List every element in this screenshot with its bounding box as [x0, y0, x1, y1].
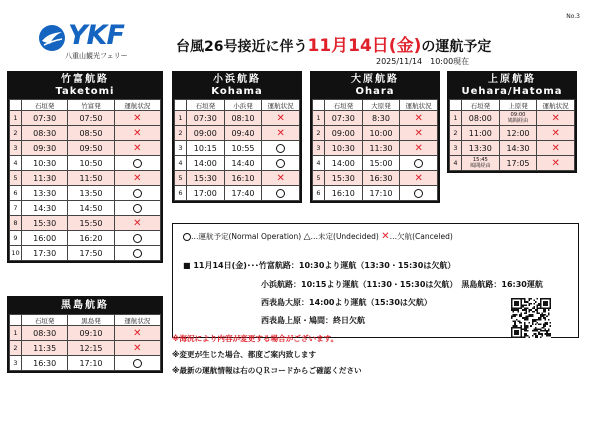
- document-number: No.3: [566, 13, 580, 20]
- qr-code-icon[interactable]: [511, 298, 551, 338]
- cross-icon: ✕: [381, 231, 390, 242]
- row-number: 2: [10, 341, 22, 356]
- as-of-timestamp: 2025/11/14 10:00現在: [376, 57, 470, 66]
- route-header: [312, 73, 438, 99]
- table-row: [10, 171, 161, 186]
- route-name-en: Ohara: [355, 86, 395, 97]
- depart-return-time: 15:00: [362, 156, 400, 171]
- timetable: [9, 314, 161, 371]
- row-number: 6: [175, 186, 187, 201]
- cancel-cross-icon: ✕: [133, 127, 142, 139]
- status-cell: [114, 341, 160, 356]
- depart-return-time: 14:30: [499, 141, 537, 156]
- logo-text: YKF: [68, 20, 124, 51]
- row-number: 2: [450, 126, 462, 141]
- header-index: [450, 100, 462, 111]
- depart-return-time: 09:10: [68, 326, 114, 341]
- depart-ishigaki-time: 15:30: [325, 171, 363, 186]
- row-number: 3: [175, 141, 187, 156]
- operating-circle-icon: [133, 204, 142, 213]
- depart-ishigaki-time: 15:30: [187, 171, 225, 186]
- table-row: [10, 141, 161, 156]
- via-note: 鳩間経由: [507, 118, 529, 124]
- cancel-cross-icon: ✕: [133, 112, 142, 124]
- cancel-cross-icon: ✕: [276, 112, 285, 124]
- depart-return-time: 16:10: [224, 171, 262, 186]
- status-cell: [114, 171, 160, 186]
- status-cell: [114, 111, 160, 126]
- status-cell: [262, 171, 300, 186]
- header-status: 運航状況: [400, 100, 438, 111]
- note-line-1: ■ 11月14日(金)･･･竹富航路：10:30より運航（13:30・15:30は欠航）: [183, 261, 456, 270]
- operating-circle-icon: [276, 189, 285, 198]
- table-row: [313, 141, 438, 156]
- depart-return-time: 17:50: [68, 246, 114, 261]
- timetable: [174, 99, 300, 201]
- title-suffix: の運航予定: [421, 39, 492, 55]
- operating-circle-icon: [276, 144, 285, 153]
- logo-subtitle: 八重山観光フェリー: [65, 52, 128, 60]
- depart-return-time: 11:50: [68, 171, 114, 186]
- table-row: [313, 186, 438, 201]
- footnote-notice: ※変更が生じた場合、都度ご案内致します: [172, 350, 317, 359]
- depart-return-time: 14:50: [68, 201, 114, 216]
- table-row: [10, 201, 161, 216]
- depart-ishigaki-time: 13:30: [462, 141, 500, 156]
- depart-return-time: 17:05: [499, 156, 537, 171]
- header-depart-return: 大原発: [362, 100, 400, 111]
- depart-return-time: 11:30: [362, 141, 400, 156]
- table-row: [10, 246, 161, 261]
- table-row: [10, 231, 161, 246]
- header-index: [175, 100, 187, 111]
- depart-ishigaki-time: 16:00: [22, 231, 68, 246]
- header-index: [10, 100, 22, 111]
- route-header: [449, 73, 575, 99]
- cancel-cross-icon: ✕: [414, 172, 423, 184]
- note-line-4: 西表島上原・鳩間：終日欠航: [261, 316, 365, 325]
- table-row: [10, 126, 161, 141]
- row-number: 3: [10, 356, 22, 371]
- time-value: 15:45: [472, 157, 488, 163]
- depart-ishigaki-time: 16:10: [325, 186, 363, 201]
- header-status: 運航状況: [262, 100, 300, 111]
- depart-return-time: 10:00: [362, 126, 400, 141]
- depart-return-time: 16:20: [68, 231, 114, 246]
- status-cell: [400, 141, 438, 156]
- note-line-2: 小浜航路：10:15より運航（11:30・15:30は欠航） 黒島航路：16:30運航: [261, 280, 543, 289]
- header-depart-return: 黒島発: [68, 315, 114, 326]
- depart-ishigaki-time: 07:30: [325, 111, 363, 126]
- cancel-cross-icon: ✕: [414, 112, 423, 124]
- table-row: [10, 356, 161, 371]
- header-depart-return: 上原発: [499, 100, 537, 111]
- timetable: [449, 99, 575, 171]
- route-name-jp: 竹富航路: [61, 74, 109, 85]
- depart-ishigaki-time: 13:30: [22, 186, 68, 201]
- footnote-change: ※海況により内容が変更する場合がございます。: [172, 334, 339, 343]
- table-row: [175, 111, 300, 126]
- depart-return-time: 09:50: [68, 141, 114, 156]
- header-depart-ishigaki: 石垣発: [22, 100, 68, 111]
- depart-return-time: 13:50: [68, 186, 114, 201]
- ykf-logo: [38, 22, 158, 62]
- status-cell: [114, 141, 160, 156]
- cancel-cross-icon: ✕: [551, 157, 560, 169]
- route-kohama: [172, 71, 302, 203]
- row-number: 8: [10, 216, 22, 231]
- triangle-icon: △: [303, 232, 311, 242]
- operating-circle-icon: [276, 159, 285, 168]
- table-row: [10, 326, 161, 341]
- status-cell: [537, 111, 575, 126]
- table-row: [175, 186, 300, 201]
- operating-circle-icon: [133, 159, 142, 168]
- legend-canceled: …欠航(Canceled): [389, 232, 453, 241]
- depart-return-time: 8:30: [362, 111, 400, 126]
- header-index: [10, 315, 22, 326]
- status-cell: [114, 201, 160, 216]
- table-row: [450, 126, 575, 141]
- header-depart-ishigaki: 石垣発: [187, 100, 225, 111]
- table-row: [450, 156, 575, 171]
- header-status: 運航状況: [114, 100, 160, 111]
- depart-return-time: 10:55: [224, 141, 262, 156]
- row-number: 6: [313, 186, 325, 201]
- depart-ishigaki-time: 07:30: [22, 111, 68, 126]
- depart-ishigaki-time: 07:30: [187, 111, 225, 126]
- via-note: 鳩間経由: [469, 163, 491, 169]
- operating-circle-icon: [133, 189, 142, 198]
- depart-ishigaki-time: 11:30: [22, 171, 68, 186]
- route-ohara: [310, 71, 440, 203]
- depart-ishigaki-time: 09:30: [22, 141, 68, 156]
- legend-normal: …運航予定(Normal Operation): [191, 232, 302, 241]
- depart-ishigaki-time: 16:30: [22, 356, 68, 371]
- header-index: [313, 100, 325, 111]
- table-header-row: [10, 100, 161, 111]
- cancel-cross-icon: ✕: [133, 342, 142, 354]
- status-cell: [537, 156, 575, 171]
- status-cell: [114, 156, 160, 171]
- depart-ishigaki-time: 08:00: [462, 111, 500, 126]
- row-number: 2: [175, 126, 187, 141]
- timetable: [312, 99, 438, 201]
- page-title: [176, 31, 491, 56]
- depart-ishigaki-time: 14:00: [325, 156, 363, 171]
- depart-return-time: 08:50: [68, 126, 114, 141]
- status-cell: [114, 246, 160, 261]
- depart-ishigaki-time: 09:00: [187, 126, 225, 141]
- table-row: [450, 141, 575, 156]
- depart-ishigaki-time: 10:15: [187, 141, 225, 156]
- status-cell: [400, 111, 438, 126]
- route-header: [9, 73, 161, 99]
- header-status: 運航状況: [537, 100, 575, 111]
- depart-ishigaki-time: 09:00: [325, 126, 363, 141]
- depart-ishigaki-time: 08:30: [22, 126, 68, 141]
- route-kuroshima: [7, 296, 163, 373]
- ferry-wave-icon: [38, 24, 66, 52]
- cancel-cross-icon: ✕: [551, 112, 560, 124]
- depart-return-time: 08:10: [224, 111, 262, 126]
- cancel-cross-icon: ✕: [551, 142, 560, 154]
- status-cell: [262, 126, 300, 141]
- depart-return-time: 17:10: [362, 186, 400, 201]
- legend-undecided: …未定(Undecided): [310, 232, 379, 241]
- table-row: [450, 111, 575, 126]
- cancel-cross-icon: ✕: [414, 127, 423, 139]
- depart-return-time: 07:50: [68, 111, 114, 126]
- table-row: [10, 186, 161, 201]
- table-row: [313, 126, 438, 141]
- depart-ishigaki-time: 15:30: [22, 216, 68, 231]
- depart-ishigaki-time: 11:00: [462, 126, 500, 141]
- table-row: [10, 341, 161, 356]
- header-depart-ishigaki: 石垣発: [325, 100, 363, 111]
- row-number: 1: [10, 326, 22, 341]
- status-cell: [537, 126, 575, 141]
- route-name-en: Uehara/Hatoma: [461, 86, 563, 97]
- title-prefix: 台風26号接近に伴う: [176, 39, 308, 55]
- row-number: 10: [10, 246, 22, 261]
- route-name-en: Taketomi: [55, 86, 115, 97]
- note-line-3: 西表島大原：14:00より運航（15:30は欠航）: [261, 298, 432, 307]
- operating-circle-icon: [133, 359, 142, 368]
- row-number: 1: [450, 111, 462, 126]
- status-cell: [114, 326, 160, 341]
- operating-circle-icon: [414, 189, 423, 198]
- route-header: [174, 73, 300, 99]
- operating-circle-icon: [133, 234, 142, 243]
- row-number: 2: [10, 126, 22, 141]
- status-cell: [262, 186, 300, 201]
- row-number: 3: [450, 141, 462, 156]
- depart-return-time: 14:40: [224, 156, 262, 171]
- depart-return-time: 17:40: [224, 186, 262, 201]
- cancel-cross-icon: ✕: [276, 172, 285, 184]
- depart-return-time: 12:00: [499, 126, 537, 141]
- depart-return-time: 16:30: [362, 171, 400, 186]
- table-row: [313, 171, 438, 186]
- header-depart-ishigaki: 石垣発: [22, 315, 68, 326]
- depart-ishigaki-time: 14:00: [187, 156, 225, 171]
- route-name-jp: 大原航路: [351, 74, 399, 85]
- row-number: 4: [313, 156, 325, 171]
- status-cell: [400, 156, 438, 171]
- status-cell: [537, 141, 575, 156]
- table-header-row: [175, 100, 300, 111]
- status-cell: [114, 216, 160, 231]
- row-number: 4: [450, 156, 462, 171]
- status-cell: [114, 356, 160, 371]
- header-depart-ishigaki: 石垣発: [462, 100, 500, 111]
- table-header-row: [10, 315, 161, 326]
- table-row: [313, 111, 438, 126]
- cancel-cross-icon: ✕: [133, 142, 142, 154]
- row-number: 6: [10, 186, 22, 201]
- row-number: 3: [313, 141, 325, 156]
- depart-return-time: [499, 111, 537, 126]
- route-uehara-hatoma: [447, 71, 577, 173]
- status-cell: [262, 111, 300, 126]
- depart-ishigaki-time: 17:30: [22, 246, 68, 261]
- status-cell: [400, 186, 438, 201]
- title-date: 11月14日(金): [307, 36, 422, 56]
- row-number: 5: [175, 171, 187, 186]
- route-taketomi: [7, 71, 163, 263]
- depart-return-time: 12:15: [68, 341, 114, 356]
- route-name-jp: 黒島航路: [61, 300, 109, 311]
- route-header: [9, 298, 161, 314]
- row-number: 9: [10, 231, 22, 246]
- depart-return-time: 10:50: [68, 156, 114, 171]
- table-row: [175, 126, 300, 141]
- depart-ishigaki-time: 11:35: [22, 341, 68, 356]
- depart-return-time: 09:40: [224, 126, 262, 141]
- table-row: [10, 216, 161, 231]
- row-number: 1: [10, 111, 22, 126]
- row-number: 3: [10, 141, 22, 156]
- footnote-qr: ※最新の運航情報は右のＱＲコードからご確認ください: [172, 366, 362, 375]
- row-number: 5: [313, 171, 325, 186]
- row-number: 4: [10, 156, 22, 171]
- header-status: 運航状況: [114, 315, 160, 326]
- cancel-cross-icon: ✕: [414, 142, 423, 154]
- depart-ishigaki-time: 08:30: [22, 326, 68, 341]
- depart-ishigaki-time: 14:30: [22, 201, 68, 216]
- depart-return-time: 15:50: [68, 216, 114, 231]
- depart-return-time: 17:10: [68, 356, 114, 371]
- row-number: 2: [313, 126, 325, 141]
- status-cell: [400, 171, 438, 186]
- table-row: [10, 111, 161, 126]
- status-cell: [262, 141, 300, 156]
- table-row: [10, 156, 161, 171]
- cancel-cross-icon: ✕: [276, 127, 285, 139]
- status-cell: [114, 186, 160, 201]
- status-cell: [400, 126, 438, 141]
- cancel-cross-icon: ✕: [133, 172, 142, 184]
- cancel-cross-icon: ✕: [551, 127, 560, 139]
- table-row: [175, 156, 300, 171]
- status-cell: [114, 126, 160, 141]
- row-number: 7: [10, 201, 22, 216]
- cancel-cross-icon: ✕: [133, 217, 142, 229]
- table-row: [313, 156, 438, 171]
- row-number: 1: [313, 111, 325, 126]
- status-legend: [183, 231, 453, 242]
- status-cell: [262, 156, 300, 171]
- header-depart-return: 小浜発: [224, 100, 262, 111]
- timetable: [9, 99, 161, 261]
- depart-ishigaki-time: 17:00: [187, 186, 225, 201]
- header-depart-return: 竹富発: [68, 100, 114, 111]
- route-name-jp: 上原航路: [488, 74, 536, 85]
- table-header-row: [313, 100, 438, 111]
- row-number: 4: [175, 156, 187, 171]
- status-cell: [114, 231, 160, 246]
- route-name-jp: 小浜航路: [213, 74, 261, 85]
- row-number: 5: [10, 171, 22, 186]
- operating-circle-icon: [414, 159, 423, 168]
- operating-circle-icon: [133, 249, 142, 258]
- table-row: [175, 171, 300, 186]
- row-number: 1: [175, 111, 187, 126]
- table-row: [175, 141, 300, 156]
- time-value: 09:00: [510, 112, 526, 118]
- cancel-cross-icon: ✕: [133, 327, 142, 339]
- circle-icon: [183, 233, 191, 241]
- table-header-row: [450, 100, 575, 111]
- depart-ishigaki-time: [462, 156, 500, 171]
- depart-ishigaki-time: 10:30: [22, 156, 68, 171]
- route-name-en: Kohama: [211, 86, 263, 97]
- depart-ishigaki-time: 10:30: [325, 141, 363, 156]
